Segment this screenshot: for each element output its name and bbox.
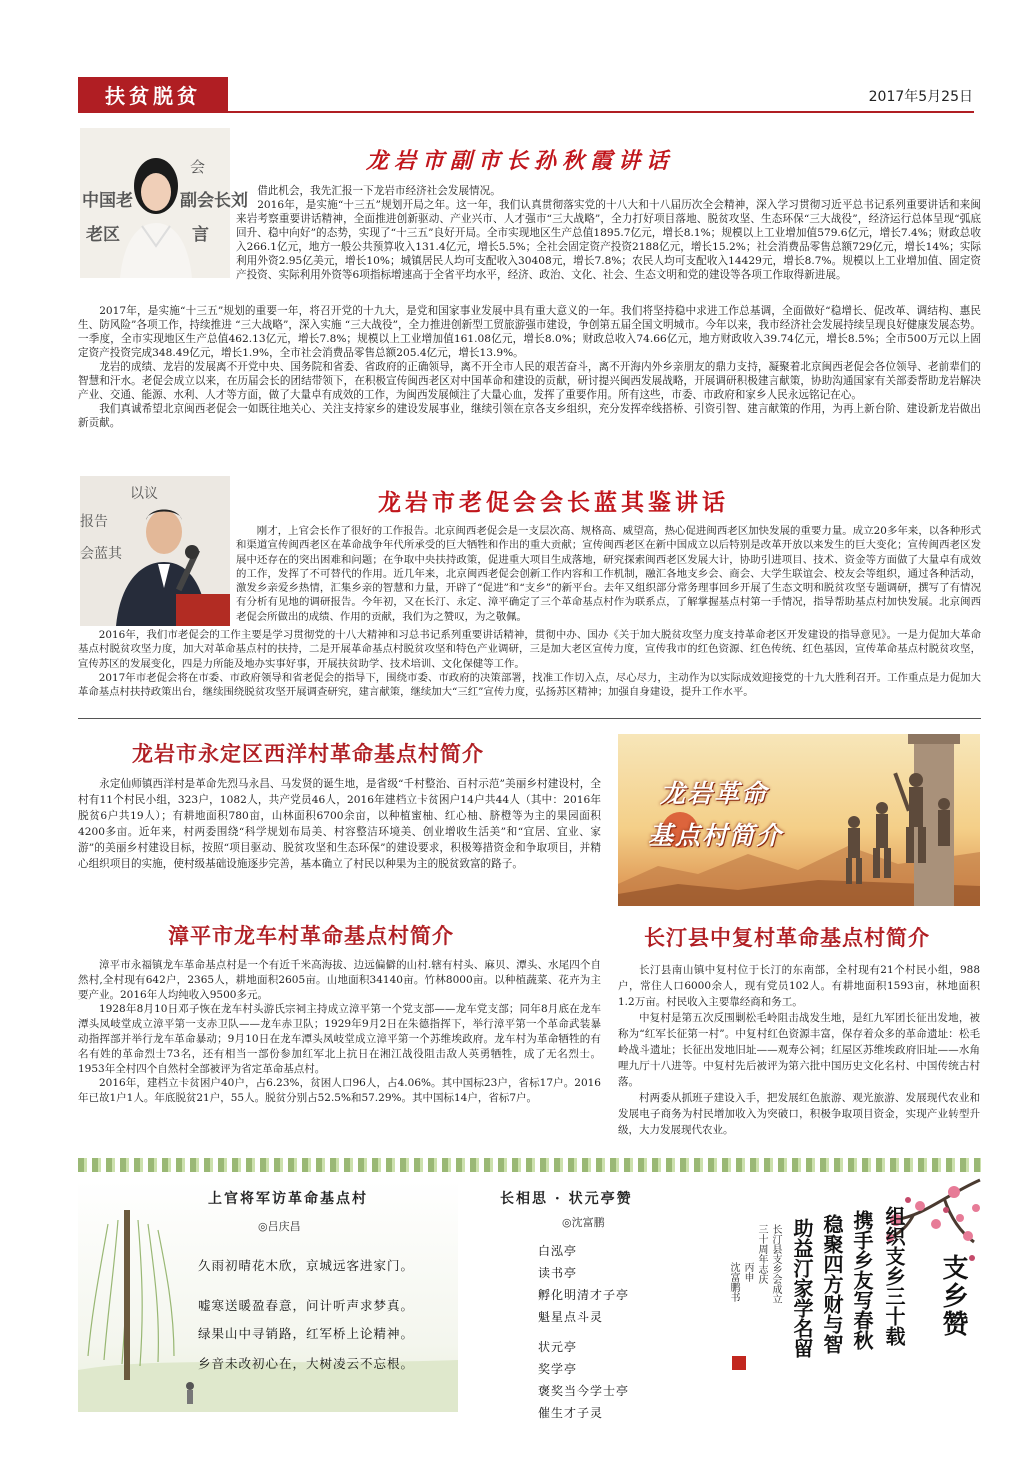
article2-paragraph-1: 刚才，上官会长作了很好的工作报告。北京闽西老促会是一支层次高、规格高、威望高，热心促进闽西老区加快发展的重要力量。成立20多年来，以各种形式和渠道宣传闽西老区在革命战争年代所承受的巨大牺牲和作出的重大贡献；宣传闽西老区在新中国成立以后特别是改革开放以来发生的巨大变化；宣传闽西老区发展中还存在的突出困难和问题；在争取中央扶持政策，促进重大项目生成落地，研究探索闽西老区发展大计，协助引进项目、技术、资金等方面做了大量卓有成效的工作，发挥了不可替代的作用。近几年来，北京闽西老促会创新工作内容和工作机制，融汇各地支乡会、商会、大学生联谊会、校友会等组织，通过各种活动，激发乡亲爱乡热情，汇集乡亲的智慧和力量，开辟了“促进”和“支乡”的新平台。去年又组织部分常务理事回乡开展了生态文明和脱贫攻坚专题调研，撰写了有情况有分析有见地的调研报告。今年初，又在长汀、永定、漳平确定了三个革命基点村作为联系点，了解掌握基点村第一手情况，指导帮助基点村加快发展。北京闽西老促会所做出的成绩、作用的贡献，我们为之赞叹，为之敬佩。 bbox=[236, 525, 981, 623]
poem1-line-1: 久雨初晴花木欣，京城远客进家门。 bbox=[198, 1258, 415, 1273]
poem2-line-3: 孵化明清才子亭 bbox=[538, 1288, 630, 1302]
poem2-author: ◎沈富鹏 bbox=[562, 1216, 605, 1229]
village2-body bbox=[78, 958, 601, 1106]
village3-paragraph-2: 中复村是第五次反围剿松毛岭阻击战发生地，是红九军团长征出发地，被称为“红军长征第一村”。中复村红色资源丰富，保存着众多的革命遗址：松毛岭战斗遗址；长征出发地旧址——观寿公祠；红屋区苏维埃政府旧址——水角哩九厅十八进等。中复村先后被评为第六批中国历史文化名村、中国传统古村落。 bbox=[618, 1012, 980, 1088]
speaker-photo-lan-image bbox=[80, 476, 230, 626]
article1-intro bbox=[236, 184, 981, 282]
calligraphy-column-3: 稳聚四方财与智 bbox=[820, 1214, 844, 1354]
photo-backdrop-text-1: 会 bbox=[190, 158, 206, 176]
poem2-line-1: 白泓亭 bbox=[538, 1244, 578, 1258]
article2-intro bbox=[236, 524, 981, 624]
photo-backdrop-text-2: 中国老 bbox=[82, 191, 133, 211]
calligraphy-column-4: 助益汀家学名留 bbox=[790, 1218, 814, 1358]
poem2-line-4: 魁星点斗灵 bbox=[538, 1310, 604, 1324]
article1-paragraph-1: 借此机会，我先汇报一下龙岩市经济社会发展情况。 bbox=[257, 185, 501, 197]
calligraphy-seal bbox=[732, 1356, 746, 1370]
village2-title: 漳平市龙车村革命基点村简介 bbox=[168, 923, 454, 948]
poem1-title: 上官将军访革命基点村 bbox=[208, 1191, 368, 1207]
article2-paragraph-2: 2016年，我们市老促会的工作主要是学习贯彻党的十八大精神和习总书记系列重要讲话精神，贯彻中办、国办《关于加大脱贫攻坚力度支持革命老区开发建设的指导意见》。一是力促加大革命基点村脱贫攻坚力度，加大对革命基点村的扶持，二是开展革命基点村脱贫攻坚和特色产业调研，三是加大老区宣传力度，宣传我市的红色资源、红色传统、红色基因，宣传革命基点村脱贫攻坚，宣传苏区的发展变化，四是力所能及地办实事好事，开展扶贫助学、技术培训、文化保健等工作。 bbox=[78, 629, 981, 670]
calligraphy-note-1: 长汀县支乡会成立 bbox=[770, 1224, 781, 1304]
poem2-line-6: 奖学亭 bbox=[538, 1362, 578, 1376]
article1-paragraph-2: 2016年，是实施“十三五”规划开局之年。这一年，我们认真贯彻落实党的十八大和十八届历次全会精神，深入学习贯彻习近平总书记系列重要讲话和来闽来岩考察重要讲话精神，全面推进创新驱动、产业兴市、人才强市“三大战略”，全力打好项目落地、脱贫攻坚、生态环保“三大战役”，经济运行总体呈现“弧底回升、稳中向好”的态势，实现了“十三五”良好开局。全市实现地区生产总值1895.7亿元，增长8.1%；规模以上工业增加值579.6亿元，增长7.4%；财政总收入266.1亿元，地方一般公共预算收入131.4亿元，增长5.5%；全社会固定资产投资2188亿元，增长15.2%；社会消费品零售总额729亿元，增长14%；实际利用外资2.95亿美元，增长10%；城镇居民人均可支配收入30408元，增长7.8%；农民人均可支配收入14429元，增长8.7%。规模以上工业增加值、固定资产投资、实际利用外资等6项指标增速高于全省平均水平，经济、政治、文化、社会、生态文明和党的建设等各项工作取得新进展。 bbox=[236, 199, 981, 281]
village1-title: 龙岩市永定区西洋村革命基点村简介 bbox=[132, 741, 484, 766]
article2-title: 龙岩市老促会会长蓝其鉴讲话 bbox=[378, 489, 729, 516]
village2-paragraph-2: 1928年8月10日邓子恢在龙车村头游氏宗祠主持成立漳平第一个党支部——龙车党支部；同年8月底在龙车潭头凤岐堂成立漳平第一支赤卫队——龙车赤卫队；1929年9月2日在朱德指挥下，举行漳平第一个革命武装暴动指挥部并举行龙车革命暴动；9月10日在龙车潭头凤岐堂成立漳平第一个苏维埃政府。龙车村为革命牺牲的有名有姓的革命烈士73名，还有相当一部份参加红军北上抗日在湘江战役阻击敌人英勇牺牲，成了无名烈士。1953年全村四个自然村全部被评为省定革命基点村。 bbox=[78, 1003, 601, 1075]
village2-paragraph-3: 2016年，建档立卡贫困户40户，占6.23%，贫困人口96人，占4.06%。其中国标23户，省标17户。2016年已故1户1人。年底脱贫21户，55人。脱贫分别占52.5%和57.29%。其中国标14户，省标7户。 bbox=[78, 1077, 601, 1105]
article1-paragraph-4: 龙岩的成绩、龙岩的发展离不开党中央、国务院和省委、省政府的正确领导，离不开全市人民的艰苦奋斗，离不开海内外乡亲朋友的鼎力支持，凝聚着北京闽西老促会各位领导、老前辈们的智慧和汗水。老促会成立以来，在历届会长的团结带领下，在积极宣传闽西老区对中国革命和建设的贡献，研讨提兴闽西发展战略，开展调研积极建言献策，协助沟通国家有关部委帮助龙岩解决产业、交通、能源、水利、人才等方面，做了大量卓有成效的工作，为闽西发展倾注了大量心血，发挥了重要作用。所有这些，市委、市政府和家乡人民永远铭记在心。 bbox=[78, 361, 981, 401]
calligraphy-panel bbox=[724, 1176, 980, 1416]
section-tag: 扶贫脱贫 bbox=[78, 77, 228, 111]
photo-backdrop-text-5: 言 bbox=[192, 225, 209, 245]
poem2-line-2: 读书亭 bbox=[538, 1266, 578, 1280]
calligraphy-column-2: 携手乡友写春秋 bbox=[850, 1210, 874, 1350]
village3-body bbox=[618, 962, 980, 1138]
poem2-line-7: 褒奖当今学士亭 bbox=[538, 1384, 630, 1398]
photo2-backdrop-text-1: 以议 bbox=[130, 486, 158, 502]
speaker-photo-lan bbox=[80, 476, 230, 626]
header-rule bbox=[78, 111, 974, 113]
article1-paragraph-3: 2017年，是实施“十三五”规划的重要一年，将召开党的十九大，是党和国家事业发展中具有重大意义的一年。我们将坚持稳中求进工作总基调，全面做好“稳增长、促改革、调结构、惠民生、防风险”各项工作，持续推进 “三大战略”，深入实施 “三大战役”，全力推进创新型工贸旅游强市建设，争创第五届全国文明城市。今年以来，我市经济社会发展持续呈现良好健康发展态势。一季度，全市实现地区生产总值462.13亿元，增长7.8%；规模以上工业增加值161.08亿元，增长8.0%；财政总收入74.66亿元，地方财政收入39.74亿元，增长8.5%；全市500万元以上固定资产投资完成348.49亿元，增长1.9%，全市社会消费品零售总额205.4亿元，增长13.9%。 bbox=[78, 305, 981, 359]
photo2-backdrop-text-2: 报告 bbox=[80, 514, 108, 530]
village1-paragraph-1: 永定仙师镇西洋村是革命先烈马永昌、马发贤的诞生地，是省级“千村整治、百村示范”美丽乡村建设村，全村有11个村民小组，323户，1082人，共产党员46人，2016年建档立卡贫困户14户共44人（其中：2016年脱贫6户共19人）；有耕地面积780亩，山林面积6700余亩，以种植蜜柚、红心柚、脐橙等为主的果园面积4200多亩。近年来，村两委围绕“科学规划布局美、村容整洁环境美、创业增收生活美”和“宜居、宜业、家游”的美丽乡村建设目标，按照“项目驱动、脱贫攻坚和生态环保”的建设要求，积极筹措资金和争取项目，并精心组织项目的实施，使村级基础设施逐步完善，基本确立了村民以种果为主的脱贫致富的路子。 bbox=[78, 778, 601, 870]
banner-line-1: 龙岩革命 bbox=[660, 779, 769, 808]
article2-paragraph-3: 2017年市老促会将在市委、市政府领导和省老促会的指导下，围绕市委、市政府的决策部署，找准工作切入点，尽心尽力，主动作为以实际成效迎接党的十九大胜利召开。工作重点是力促加大革命基点村扶持政策出台，继续围绕脱贫攻坚开展调查研究，建言献策，继续加大“三红”宣传力度，弘扬苏区精神；加强自身建设，提升工作水平。 bbox=[78, 671, 981, 699]
issue-date: 2017年5月25日 bbox=[868, 89, 973, 105]
section-divider-1 bbox=[78, 718, 981, 719]
photo-backdrop-text-4: 老区 bbox=[86, 225, 120, 245]
article2-body bbox=[78, 628, 981, 699]
village3-paragraph-3: 村两委从抓班子建设入手，把发展红色旅游、观光旅游、发展现代农业和发展电子商务为村民增加收入为突破口，积极争取项目资金，实现产业转型升级，大力发展现代农业。 bbox=[618, 1092, 980, 1136]
village3-paragraph-1: 长汀县南山镇中复村位于长汀的东南部，全村现有21个村民小组，988户，常住人口6000余人，现有党员102人。有耕地面积1593亩，林地面积1.2万亩。村民收入主要靠经商和务工。 bbox=[618, 964, 980, 1008]
article1-body bbox=[78, 304, 981, 430]
poem1-line-3: 绿果山中寻销路，红军桥上论精神。 bbox=[198, 1326, 415, 1341]
poem1-author: ◎吕庆昌 bbox=[258, 1220, 301, 1233]
revolution-banner bbox=[618, 734, 980, 906]
poem2-title: 长相思 · 状元亭赞 bbox=[500, 1191, 633, 1207]
article1-title: 龙岩市副市长孙秋霞讲话 bbox=[366, 148, 675, 174]
poem2-line-5: 状元亭 bbox=[538, 1340, 578, 1354]
village2-paragraph-1: 漳平市永福镇龙车革命基点村是一个有近千米高海拔、边远偏僻的山村.辖有村头、麻贝、潭头、水尾四个自然村,全村现有642户，2365人，耕地面积2605亩。山地面积34140亩。竹林8000亩。以种植蔬菜、花卉为主要产业。2016年人均纯收入9500多元。 bbox=[78, 959, 601, 1001]
calligraphy-title: 支乡赞 bbox=[938, 1254, 968, 1338]
photo-backdrop-text-3: 副会长刘 bbox=[180, 191, 248, 211]
calligraphy-column-1: 组织支乡三十载 bbox=[882, 1206, 906, 1346]
speaker-photo-sun-image bbox=[80, 128, 248, 278]
decorative-vine-border bbox=[78, 1158, 981, 1172]
speaker-photo-sun bbox=[80, 128, 248, 278]
poem1-line-2: 嘘寒送暖盈春意，问计听声求梦真。 bbox=[198, 1298, 415, 1313]
poem1-line-4: 乡音未改初心在，大树凌云不忘根。 bbox=[198, 1356, 415, 1371]
calligraphy-note-4: 沈富鹏书 bbox=[728, 1262, 739, 1302]
photo2-backdrop-text-3: 会蓝其 bbox=[80, 546, 122, 562]
banner-line-2: 基点村简介 bbox=[648, 821, 784, 850]
article1-paragraph-5: 我们真诚希望北京闽西老促会一如既往地关心、关注支持家乡的建设发展事业，继续引领在京各支乡组织，充分发挥牵线搭桥、引资引智、建言献策的作用，为再上新台阶、建设新龙岩做出新贡献。 bbox=[78, 403, 981, 429]
village1-body bbox=[78, 776, 601, 872]
village3-title: 长汀县中复村革命基点村简介 bbox=[644, 925, 930, 950]
calligraphy-note-2: 三十周年志庆 bbox=[756, 1224, 767, 1284]
calligraphy-note-3: 丙申 bbox=[742, 1262, 753, 1282]
poem2-line-8: 催生才子灵 bbox=[538, 1406, 604, 1420]
